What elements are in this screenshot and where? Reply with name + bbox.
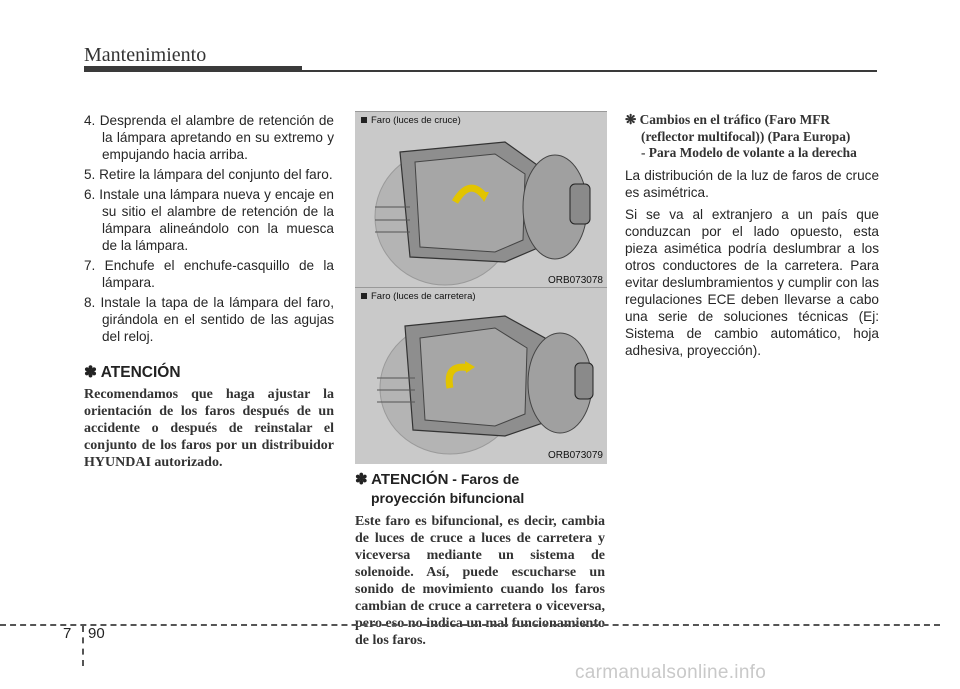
- headlamp-low-beam-illustration: [355, 112, 607, 289]
- page-header-title: Mantenimiento: [84, 44, 207, 66]
- paragraph-asymmetric: La distribución de la luz de faros de cruce es asimétrica.: [625, 167, 879, 200]
- page-number: 90: [88, 625, 105, 642]
- figure-code: ORB073078: [547, 275, 603, 286]
- attention-bifunctional-body: Este faro es bifuncional, es decir, cambia de luces de cruce a luces de carretera y viceversa mediante un sistema de solenoide. Así, puede escucharse un sonido de movimiento cuando los faros cambian de cruce a carretera o viceversa, pero eso no indica un mal funcionamiento de los faros.: [355, 514, 605, 648]
- step-4: 4. Desprenda el alambre de retención de la lámpara apretando en su extremo y empujando hacia arriba.: [84, 113, 334, 162]
- step-7: 7. Enchufe el enchufe-casquillo de la lámpara.: [84, 258, 334, 290]
- footer-divider: [0, 624, 940, 626]
- header-rule: [302, 70, 877, 72]
- figure-caption: Faro (luces de cruce): [361, 115, 461, 126]
- column-left: [84, 112, 334, 471]
- column-middle: [355, 470, 605, 649]
- figure-high-beam: [355, 287, 607, 464]
- attention-heading: ✽ ATENCIÓN: [84, 364, 181, 381]
- figure-code: ORB073079: [547, 450, 603, 461]
- attention-bifunctional-heading: ✽ ATENCIÓN - Faros de proyección bifuncional: [355, 471, 525, 506]
- step-8: 8. Instale la tapa de la lámpara del faro, girándola en el sentido de las agujas del reloj.: [84, 295, 334, 344]
- column-right: [625, 112, 879, 364]
- paragraph-abroad: Si se va al extranjero a un país que conduzcan por el lado opuesto, esta pieza asimética podría deslumbrar a los otros conductores de la carretera. Para evitar deslumbramientos y cumplir con las regulaciones ECE deben llevarse a cabo una serie de soluciones técnicas (Ej: Sistema de cambio automático, hoja adhesiva, proyección).: [625, 206, 879, 358]
- watermark: carmanualsonline.info: [575, 662, 767, 683]
- section-number: 7: [63, 625, 72, 642]
- footer-vertical-divider: [82, 626, 84, 666]
- traffic-change-heading: ❋ Cambios en el tráfico (Faro MFR (reflector multifocal)) (Para Europa) - Para Modelo de volante a la derecha: [625, 112, 857, 160]
- attention-body: Recomendamos que haga ajustar la orientación de los faros después de un accidente o después de reinstalar el conjunto de los faros por un distribuidor HYUNDAI autorizado.: [84, 387, 334, 470]
- step-6: 6. Instale una lámpara nueva y encaje en su sitio el alambre de retención de la lámpara alineándolo con la muesca de la lámpara.: [84, 187, 334, 253]
- step-5: 5. Retire la lámpara del conjunto del faro.: [84, 167, 333, 182]
- headlamp-high-beam-illustration: [355, 288, 607, 464]
- header-bar: [84, 66, 302, 72]
- figure-caption: Faro (luces de carretera): [361, 291, 476, 302]
- figure-low-beam: [355, 111, 607, 289]
